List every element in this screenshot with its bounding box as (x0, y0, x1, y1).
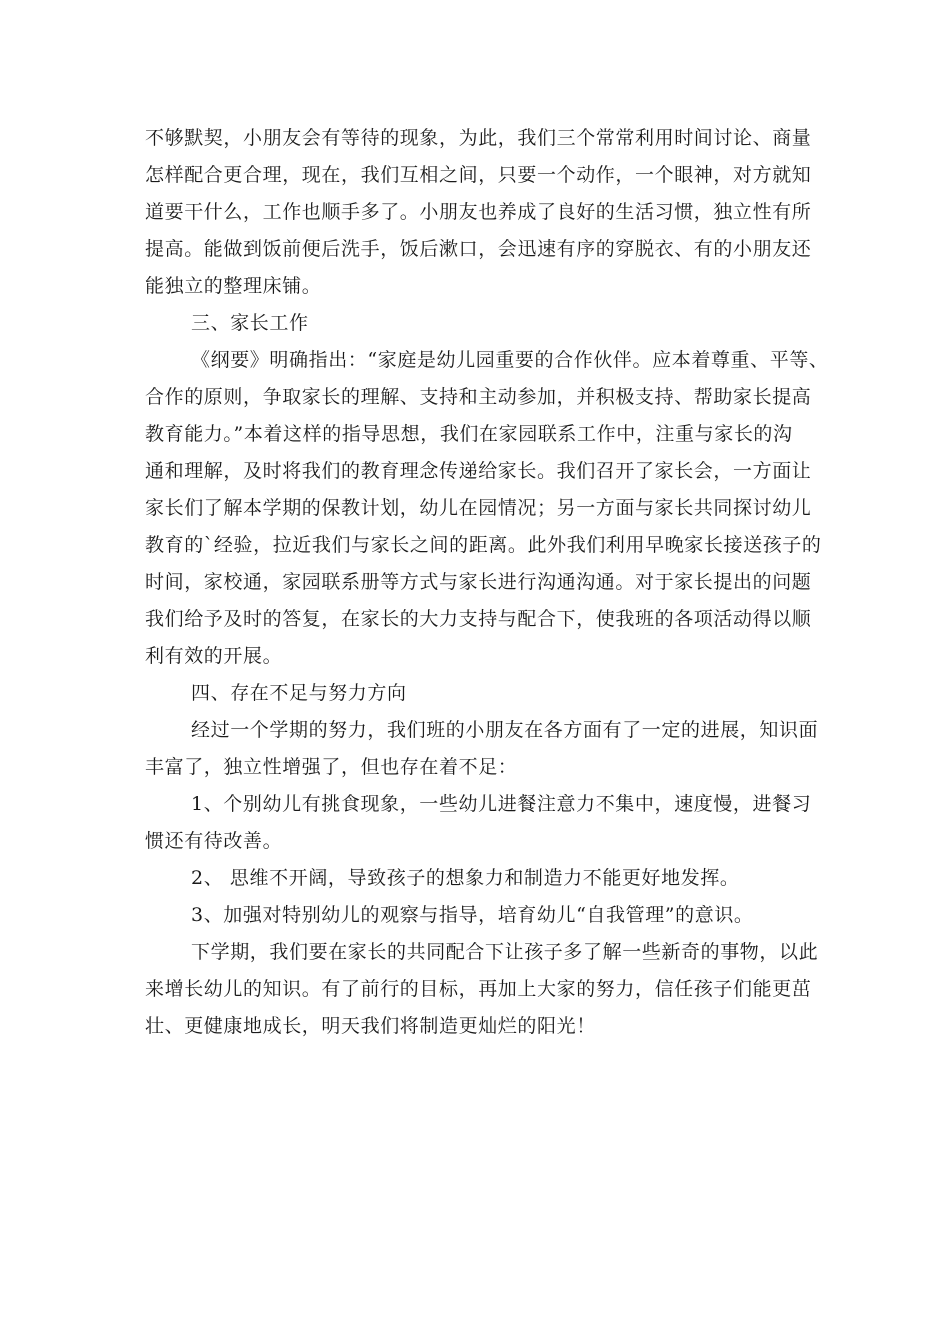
text-line: 惯还有待改善。 (145, 830, 283, 852)
text-line: 《纲要》明确指出：“家庭是幼儿园重要的合作伙伴。应本着尊重、平等、 (191, 349, 829, 371)
text-line: 能独立的整理床铺。 (145, 275, 322, 297)
text-line: 丰富了，独立性增强了，但也存在着不足： (145, 756, 518, 778)
text-line: 家长们了解本学期的保教计划，幼儿在园情况；另一方面与家长共同探讨幼儿 (145, 497, 812, 519)
text-line: 我们给予及时的答复，在家长的大力支持与配合下，使我班的各项活动得以顺 (145, 608, 812, 630)
list-item: 3、加强对特别幼儿的观察与指导，培育幼儿“自我管理”的意识。 (191, 904, 754, 926)
text-line: 下学期，我们要在家长的共同配合下让孩子多了解一些新奇的事物，以此 (191, 941, 819, 963)
section-heading-parent-work: 三、家长工作 (191, 312, 309, 334)
text-line: 不够默契，小朋友会有等待的现象，为此，我们三个常常利用时间讨论、商量 (145, 127, 812, 149)
list-item: 2、 思维不开阔，导致孩子的想象力和制造力不能更好地发挥。 (191, 867, 740, 889)
text-line: 通和理解，及时将我们的教育理念传递给家长。我们召开了家长会，一方面让 (145, 460, 812, 482)
text-line: 时间，家校通，家园联系册等方式与家长进行沟通沟通。对于家长提出的问题 (145, 571, 812, 593)
text-line: 合作的原则，争取家长的理解、支持和主动参加，并积极支持、帮助家长提高 (145, 386, 812, 408)
list-item: 1、个别幼儿有挑食现象，一些幼儿进餐注意力不集中，速度慢，进餐习 (191, 793, 812, 815)
text-line: 提高。能做到饭前便后洗手，饭后漱口，会迅速有序的穿脱衣、有的小朋友还 (145, 238, 812, 260)
section-heading-shortcomings: 四、存在不足与努力方向 (191, 682, 407, 704)
text-line: 利有效的开展。 (145, 645, 283, 667)
text-line: 教育能力。”本着这样的指导思想，我们在家园联系工作中，注重与家长的沟 (145, 423, 793, 445)
document-body (145, 120, 829, 1045)
text-line: 经过一个学期的努力，我们班的小朋友在各方面有了一定的进展，知识面 (191, 719, 819, 741)
text-line: 道要干什么，工作也顺手多了。小朋友也养成了良好的生活习惯，独立性有所 (145, 201, 812, 223)
text-line: 壮、更健康地成长，明天我们将制造更灿烂的阳光！ (145, 1015, 596, 1037)
text-line: 怎样配合更合理，现在，我们互相之间，只要一个动作，一个眼神，对方就知 (145, 164, 812, 186)
text-line: 教育的`经验，拉近我们与家长之间的距离。此外我们利用早晚家长接送孩子的 (145, 534, 822, 556)
text-line: 来增长幼儿的知识。有了前行的目标，再加上大家的努力，信任孩子们能更茁 (145, 978, 812, 1000)
